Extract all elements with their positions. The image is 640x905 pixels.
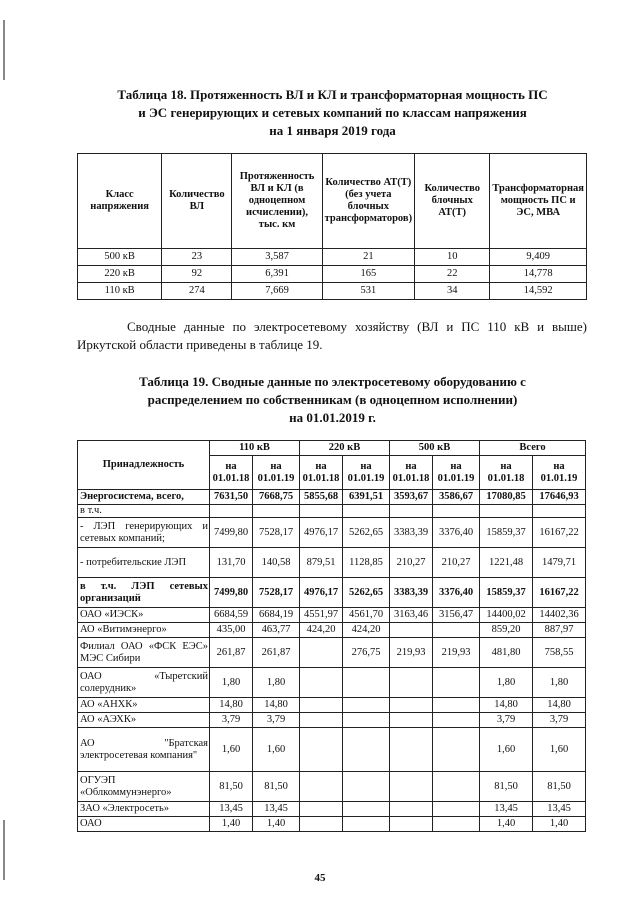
table-cell: 92 — [162, 266, 232, 283]
title-line: распределением по собственникам (в одноцепном исполнении) — [147, 392, 518, 407]
group-header: Всего — [480, 441, 586, 456]
table-cell: 14,778 — [490, 266, 587, 283]
table-row — [78, 817, 586, 832]
table18-header-row — [78, 154, 587, 249]
table-cell: 7499,80 — [210, 518, 253, 548]
table-cell: 7,669 — [232, 283, 322, 300]
group-header: 110 кВ — [210, 441, 300, 456]
table-cell: 3,79 — [210, 713, 253, 728]
owner-header: Принадлежность — [78, 441, 210, 490]
table-cell: 261,87 — [210, 638, 253, 668]
row-label: ОАО — [78, 817, 210, 832]
table-cell — [390, 623, 433, 638]
table-cell: 276,75 — [343, 638, 390, 668]
table-cell: 5262,65 — [343, 578, 390, 608]
table-row — [78, 578, 586, 608]
table-cell: 1,40 — [480, 817, 533, 832]
table-cell: 21 — [322, 249, 414, 266]
table-cell: 3593,67 — [390, 490, 433, 505]
header-cell: Класс напряжения — [78, 154, 162, 249]
table-cell: 1,80 — [480, 668, 533, 698]
table-cell: 7631,50 — [210, 490, 253, 505]
table-cell — [300, 817, 343, 832]
table-cell: 6391,51 — [343, 490, 390, 505]
row-label: в т.ч. — [78, 505, 210, 518]
table-cell: 3,79 — [480, 713, 533, 728]
table-cell — [343, 713, 390, 728]
table-cell — [300, 713, 343, 728]
table-cell: 1,40 — [533, 817, 586, 832]
table-cell — [390, 802, 433, 817]
table-cell: 3586,67 — [433, 490, 480, 505]
table-cell: 274 — [162, 283, 232, 300]
table-cell: 81,50 — [210, 772, 253, 802]
table-cell: 15859,37 — [480, 518, 533, 548]
table19 — [77, 440, 586, 832]
table-cell: 6,391 — [232, 266, 322, 283]
table-cell: 7668,75 — [253, 490, 300, 505]
table-cell: 1,60 — [533, 728, 586, 772]
table-cell: 3376,40 — [433, 578, 480, 608]
table-cell: 17080,85 — [480, 490, 533, 505]
table-cell: 4976,17 — [300, 518, 343, 548]
row-label: - ЛЭП генерирующих и сетевых компаний; — [78, 518, 210, 548]
table-row — [78, 638, 586, 668]
table-cell — [433, 668, 480, 698]
table-cell — [300, 638, 343, 668]
table-cell: 1128,85 — [343, 548, 390, 578]
table-cell: 1221,48 — [480, 548, 533, 578]
table-row — [78, 802, 586, 817]
table-row — [78, 608, 586, 623]
table-cell: 1,60 — [480, 728, 533, 772]
table-cell: 1,40 — [253, 817, 300, 832]
table-cell — [433, 772, 480, 802]
table-cell: 4551,97 — [300, 608, 343, 623]
table-cell: 7499,80 — [210, 578, 253, 608]
table-cell: 424,20 — [300, 623, 343, 638]
table-cell — [343, 505, 390, 518]
table-cell: 81,50 — [480, 772, 533, 802]
table-cell: 13,45 — [533, 802, 586, 817]
table-cell: 15859,37 — [480, 578, 533, 608]
table18 — [77, 153, 587, 300]
table-cell: 261,87 — [253, 638, 300, 668]
table-cell: 1,80 — [210, 668, 253, 698]
table-row — [78, 623, 586, 638]
table-cell: 13,45 — [480, 802, 533, 817]
table19-title — [60, 373, 605, 427]
table-cell: 1,80 — [253, 668, 300, 698]
row-label: АО "Братская электросетевая компания" — [78, 728, 210, 772]
table-cell — [343, 728, 390, 772]
table-cell — [300, 505, 343, 518]
table-cell — [433, 802, 480, 817]
table-cell: 435,00 — [210, 623, 253, 638]
table-cell: 13,45 — [253, 802, 300, 817]
table-cell: 531 — [322, 283, 414, 300]
table-cell: 81,50 — [533, 772, 586, 802]
table-cell: 5262,65 — [343, 518, 390, 548]
table-cell: 23 — [162, 249, 232, 266]
table-cell — [300, 668, 343, 698]
table-row — [78, 518, 586, 548]
table-cell: 859,20 — [480, 623, 533, 638]
subheader-cell: на 01.01.19 — [533, 456, 586, 490]
group-header: 220 кВ — [300, 441, 390, 456]
subheader-cell: на 01.01.18 — [480, 456, 533, 490]
table-cell — [343, 668, 390, 698]
table-cell — [390, 772, 433, 802]
table-row — [78, 249, 587, 266]
body-paragraph: Сводные данные по электросетевому хозяйству (ВЛ и ПС 110 кВ и выше) Иркутской области приведены в таблице 19. — [77, 319, 587, 352]
table-row — [78, 283, 587, 300]
table-cell: 3383,39 — [390, 518, 433, 548]
table-row — [78, 728, 586, 772]
table-cell: 131,70 — [210, 548, 253, 578]
table-row — [78, 548, 586, 578]
table-cell: 4561,70 — [343, 608, 390, 623]
table-cell — [433, 728, 480, 772]
table-cell: 10 — [415, 249, 490, 266]
table-cell — [433, 505, 480, 518]
table-row — [78, 668, 586, 698]
table-cell: 1,60 — [210, 728, 253, 772]
table-cell — [433, 713, 480, 728]
row-label: - потребительские ЛЭП — [78, 548, 210, 578]
table-cell: 481,80 — [480, 638, 533, 668]
scan-edge-mark — [3, 820, 5, 880]
table-row — [78, 713, 586, 728]
table-cell: 3,79 — [533, 713, 586, 728]
table-cell: 424,20 — [343, 623, 390, 638]
title-line: на 1 января 2019 года — [269, 123, 396, 138]
table-cell: 17646,93 — [533, 490, 586, 505]
header-cell: Количество ВЛ — [162, 154, 232, 249]
table-cell — [300, 728, 343, 772]
row-label: АО «Витимэнерго» — [78, 623, 210, 638]
table-cell: 14,80 — [533, 698, 586, 713]
page-number: 45 — [314, 872, 326, 884]
table-cell — [390, 668, 433, 698]
table-cell: 14,80 — [210, 698, 253, 713]
table-cell: 1,40 — [210, 817, 253, 832]
table-cell: 1479,71 — [533, 548, 586, 578]
table-cell: 758,55 — [533, 638, 586, 668]
table-cell: 34 — [415, 283, 490, 300]
table-cell: 500 кВ — [78, 249, 162, 266]
subheader-cell: на 01.01.19 — [343, 456, 390, 490]
table-cell: 3163,46 — [390, 608, 433, 623]
table-cell: 3156,47 — [433, 608, 480, 623]
table-cell: 14402,36 — [533, 608, 586, 623]
table-cell — [480, 505, 533, 518]
table-cell: 3,79 — [253, 713, 300, 728]
title-line: Таблица 18. Протяженность ВЛ и КЛ и трансформаторная мощность ПС — [117, 87, 548, 102]
scan-edge-mark — [3, 20, 5, 80]
subheader-cell: на 01.01.19 — [253, 456, 300, 490]
table-cell: 16167,22 — [533, 518, 586, 548]
header-cell: Количество АТ(Т) (без учета блочных трансформаторов) — [322, 154, 414, 249]
table-cell: 14,592 — [490, 283, 587, 300]
table-cell: 22 — [415, 266, 490, 283]
table-cell: 3376,40 — [433, 518, 480, 548]
table-cell: 3383,39 — [390, 578, 433, 608]
subheader-cell: на 01.01.19 — [433, 456, 480, 490]
table-cell: 5855,68 — [300, 490, 343, 505]
table-cell: 463,77 — [253, 623, 300, 638]
table-cell: 6684,59 — [210, 608, 253, 623]
table-cell — [300, 772, 343, 802]
table-cell: 219,93 — [390, 638, 433, 668]
table-row — [78, 505, 586, 518]
table-cell: 879,51 — [300, 548, 343, 578]
title-line: и ЭС генерирующих и сетевых компаний по классам напряжения — [138, 105, 527, 120]
table-cell: 1,60 — [253, 728, 300, 772]
row-label: АО «АЭХК» — [78, 713, 210, 728]
table-cell: 4976,17 — [300, 578, 343, 608]
table-cell: 14400,02 — [480, 608, 533, 623]
row-label: ОАО «ИЭСК» — [78, 608, 210, 623]
table-cell — [390, 713, 433, 728]
table-cell: 13,45 — [210, 802, 253, 817]
table-row — [78, 772, 586, 802]
header-cell: Трансформаторная мощность ПС и ЭС, МВА — [490, 154, 587, 249]
table-cell: 110 кВ — [78, 283, 162, 300]
header-cell: Протяженность ВЛ и КЛ (в одноцепном исчислении), тыс. км — [232, 154, 322, 249]
table-cell: 7528,17 — [253, 578, 300, 608]
subheader-cell: на 01.01.18 — [210, 456, 253, 490]
table-cell: 887,97 — [533, 623, 586, 638]
table-cell: 9,409 — [490, 249, 587, 266]
table-cell: 14,80 — [480, 698, 533, 713]
table-cell: 210,27 — [390, 548, 433, 578]
table-cell — [343, 817, 390, 832]
table18-title — [60, 86, 605, 140]
table-cell — [343, 802, 390, 817]
table-cell: 140,58 — [253, 548, 300, 578]
table-cell — [253, 505, 300, 518]
table-cell: 7528,17 — [253, 518, 300, 548]
subheader-cell: на 01.01.18 — [300, 456, 343, 490]
title-line: Таблица 19. Сводные данные по электросетевому оборудованию с — [139, 374, 526, 389]
table-cell — [390, 817, 433, 832]
row-label: Энергосистема, всего, — [78, 490, 210, 505]
table-cell: 210,27 — [433, 548, 480, 578]
group-header: 500 кВ — [390, 441, 480, 456]
table-cell — [390, 698, 433, 713]
table-row — [78, 266, 587, 283]
table-cell: 16167,22 — [533, 578, 586, 608]
table-cell: 14,80 — [253, 698, 300, 713]
table-cell — [343, 698, 390, 713]
table-cell: 220 кВ — [78, 266, 162, 283]
row-label: АО «АНХК» — [78, 698, 210, 713]
table19-body — [78, 490, 586, 832]
table-cell — [300, 802, 343, 817]
header-cell: Количество блочных АТ(Т) — [415, 154, 490, 249]
row-label: ЗАО «Электросеть» — [78, 802, 210, 817]
title-line: на 01.01.2019 г. — [289, 410, 376, 425]
table19-group-header-row — [78, 441, 586, 456]
table-cell — [533, 505, 586, 518]
table-cell: 6684,19 — [253, 608, 300, 623]
table-row — [78, 490, 586, 505]
table-cell — [433, 623, 480, 638]
table-cell: 81,50 — [253, 772, 300, 802]
table-cell: 1,80 — [533, 668, 586, 698]
table-cell — [300, 698, 343, 713]
table-cell — [433, 698, 480, 713]
row-label: в т.ч. ЛЭП сетевых организаций — [78, 578, 210, 608]
table-cell — [210, 505, 253, 518]
row-label: Филиал ОАО «ФСК ЕЭС» МЭС Сибири — [78, 638, 210, 668]
table-cell — [343, 772, 390, 802]
table-cell: 219,93 — [433, 638, 480, 668]
table-cell: 3,587 — [232, 249, 322, 266]
table-cell — [433, 817, 480, 832]
row-label: ОГУЭП «Облкоммунэнерго» — [78, 772, 210, 802]
subheader-cell: на 01.01.18 — [390, 456, 433, 490]
row-label: ОАО «Тыретский солерудник» — [78, 668, 210, 698]
table-cell — [390, 505, 433, 518]
table-cell: 165 — [322, 266, 414, 283]
table-cell — [390, 728, 433, 772]
table-row — [78, 698, 586, 713]
